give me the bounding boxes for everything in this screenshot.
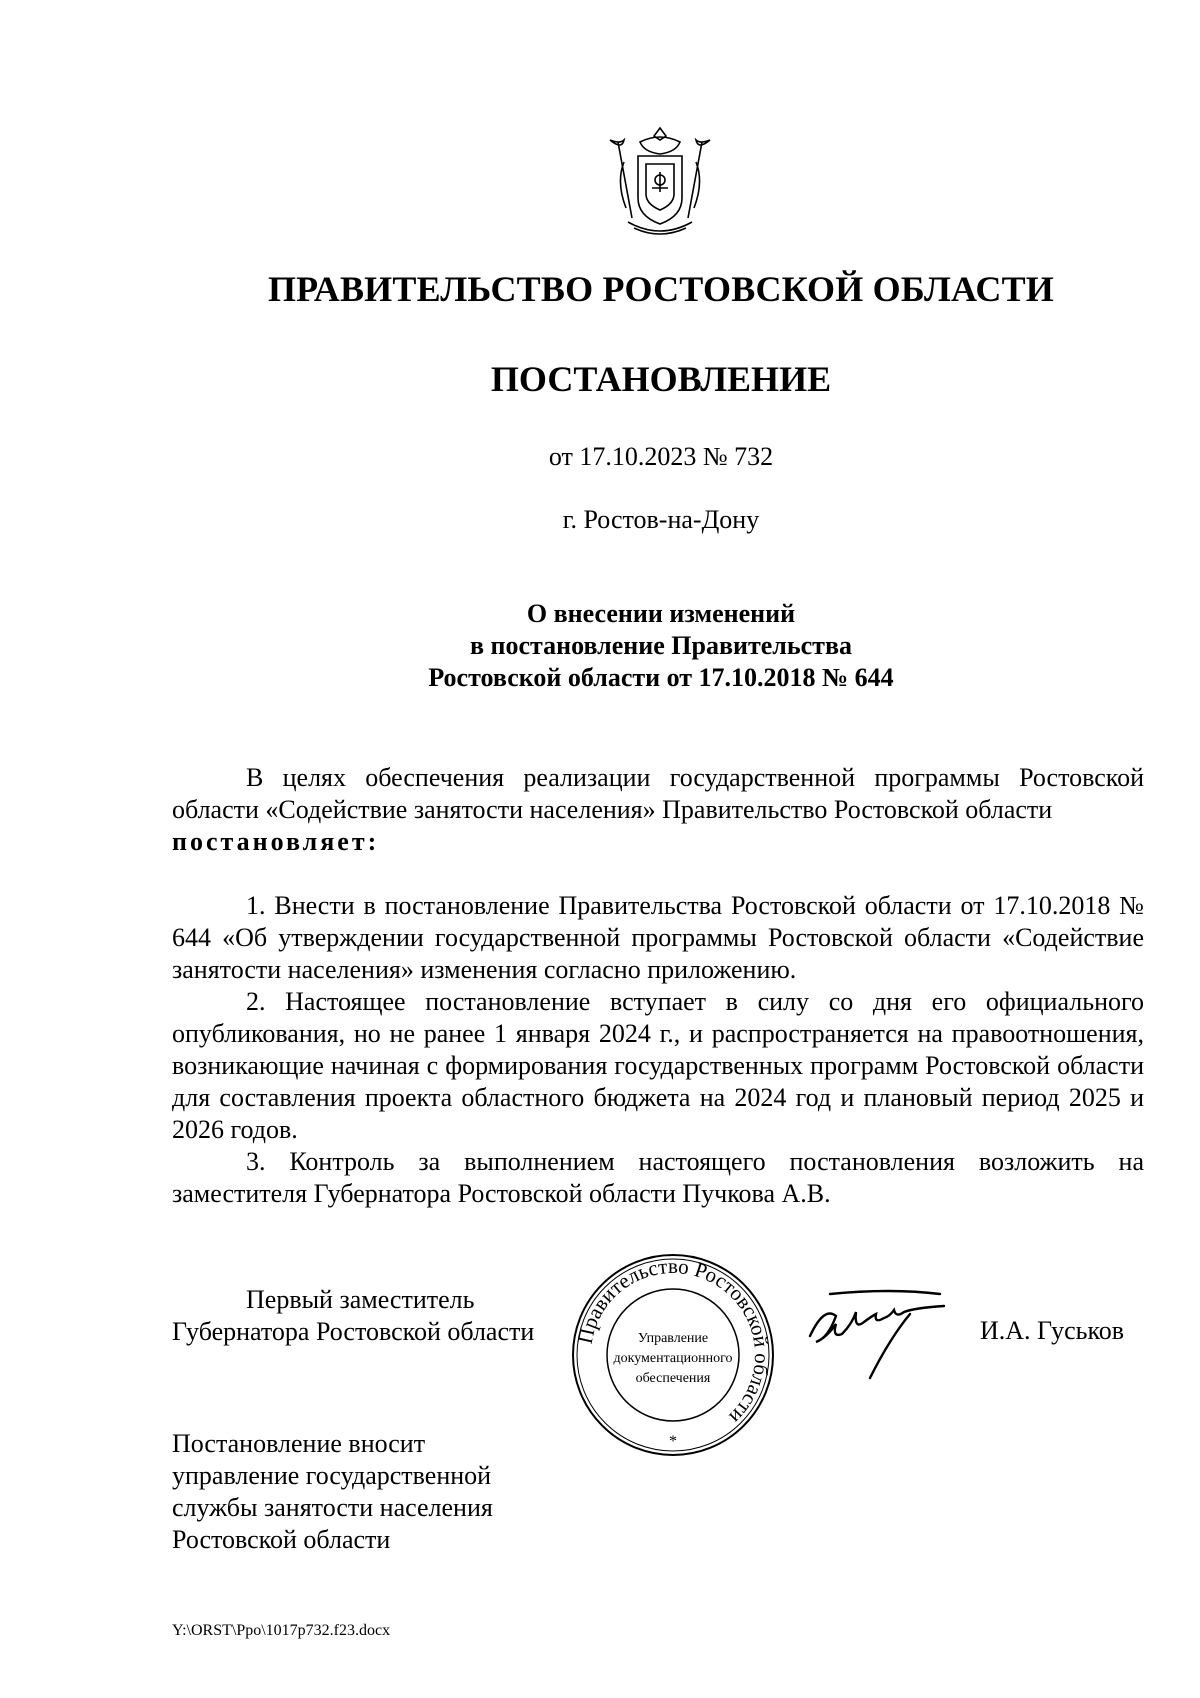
organization-title: ПРАВИТЕЛЬСТВО РОСТОВСКОЙ ОБЛАСТИ: [267, 269, 1055, 309]
subject-line-2: в постановление Правительства: [469, 631, 852, 660]
date-number-line: от 17.10.2023 № 732: [548, 442, 774, 471]
coat-of-arms-emblem: [600, 122, 720, 242]
preamble-paragraph: [172, 762, 1144, 858]
signature-position: [172, 1284, 534, 1348]
official-seal-stamp: [568, 1250, 778, 1460]
note-line-4: Ростовской области: [172, 1525, 391, 1554]
note-line-2: управление государственной: [172, 1461, 492, 1490]
seal-star-icon: *: [669, 1433, 677, 1450]
note-line-1: Постановление вносит: [172, 1429, 426, 1458]
seal-ring-text: Правительство Ростовской области: [572, 1253, 775, 1430]
preamble-text: В целях обеспечения реализации государственной программы Ростовской области «Содействие занятости населения» Правительство Ростовской области: [172, 763, 1144, 824]
position-line-1: Первый заместитель: [246, 1285, 475, 1314]
position-line-2: Губернатора Ростовской области: [172, 1317, 535, 1346]
document-subject: [0, 598, 1200, 694]
decree-item-2: 2. Настоящее постановление вступает в силу со дня его официального опубликования, но не ранее 1 января 2024 г., и распространяется на правоотношения, возникающие начиная с формирования государственных программ Ростовской области для составления проекта областного бюджета на 2024 год и плановый период 2025 и 2026 годов.: [172, 987, 1144, 1144]
decree-word: постановляет:: [172, 827, 380, 856]
decree-item-1: 1. Внести в постановление Правительства Ростовской области от 17.10.2018 № 644 «Об утверждении государственной программы Ростовской области «Содействие занятости населения» изменения согласно приложению.: [172, 891, 1144, 984]
seal-center-line-2: документационного: [613, 1351, 733, 1366]
document-type-title: ПОСТАНОВЛЕНИЕ: [490, 359, 832, 399]
handwritten-signature: [800, 1286, 980, 1386]
file-path-footer: Y:\ORST\Ppo\1017p732.f23.docx: [172, 1622, 391, 1639]
note-line-3: службы занятости населения: [172, 1493, 493, 1522]
decree-item-3: 3. Контроль за выполнением настоящего постановления возложить на заместителя Губернатора Ростовской области Пучкова А.В.: [172, 1147, 1144, 1208]
subject-line-1: О внесении изменений: [526, 599, 796, 628]
subject-line-3: Ростовской области от 17.10.2018 № 644: [428, 663, 894, 692]
city-line: г. Ростов-на-Дону: [562, 505, 760, 534]
decree-items: [172, 890, 1144, 1210]
seal-center-line-3: обеспечения: [635, 1371, 711, 1386]
signer-name: И.А. Гуськов: [980, 1316, 1125, 1345]
seal-center-line-1: Управление: [637, 1331, 709, 1346]
submitter-note: [172, 1428, 493, 1556]
